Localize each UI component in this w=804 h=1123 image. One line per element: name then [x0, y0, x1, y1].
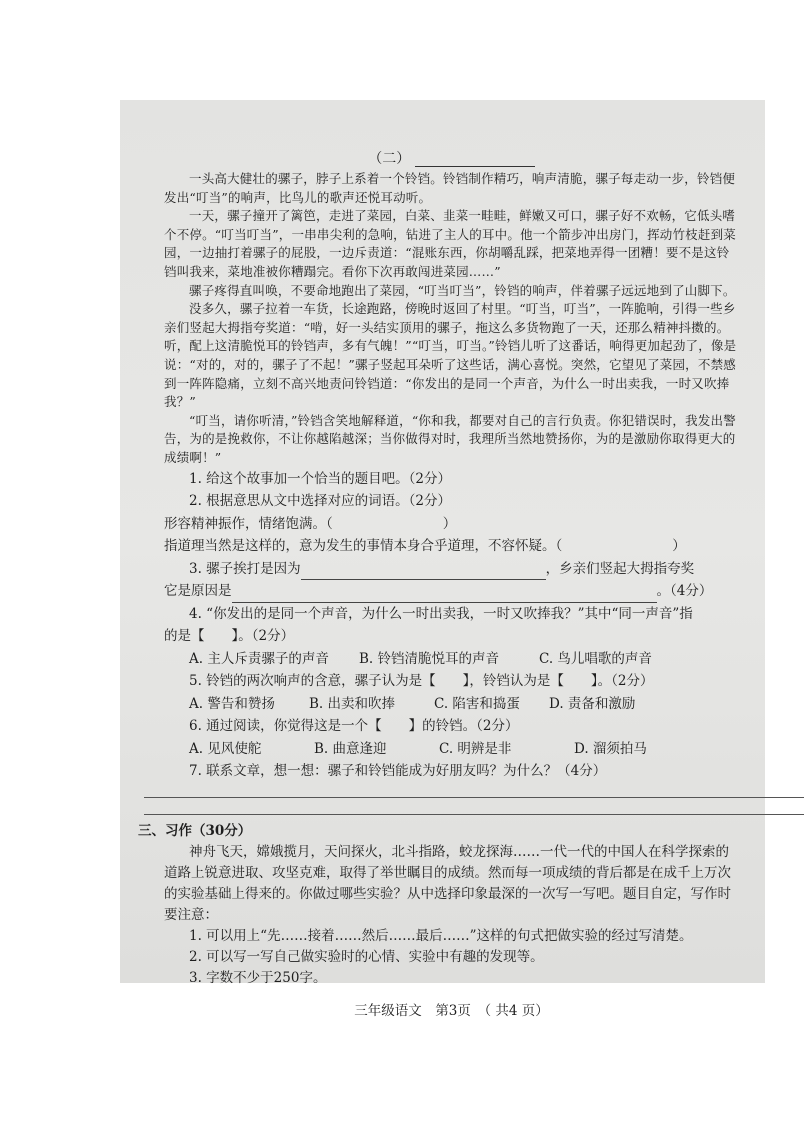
- part3-title: 三、习作（30分）: [138, 822, 252, 839]
- question-2a: [164, 513, 739, 536]
- section-header: [164, 148, 739, 170]
- question-3a-tail: ，乡亲们竖起大拇指夸奖: [545, 560, 695, 577]
- part3-tip: 2. 可以写一写自己做实验时的心情、实验中有趣的发现等。: [189, 948, 544, 965]
- answer-line[interactable]: [144, 797, 804, 798]
- question-2a-close: ）: [442, 515, 457, 532]
- question-3a: [164, 558, 739, 581]
- story-paragraph: “叮当，请你听清，”铃铛含笑地解释道，“你和我，都要对自己的言行负责。你犯错误时，我发出警告，为的是挽救你，不让你越陷越深；当你做得对时，我理所当然地赞扬你，为的是激励你取得更大的成绩啊！”: [164, 412, 736, 465]
- question-2: 2. 根据意思从文中选择对应的词语。（2分）: [189, 493, 452, 509]
- section-number: （二）: [368, 151, 411, 167]
- part3-intro: 神舟飞天，嫦娥揽月，天问探火，北斗指路，蛟龙探海……一代一代的中国人在科学探索的道路上锐意进取、攻坚克难，取得了举世瞩目的成绩。然而每一项成绩的背后都是在成千上万次的实验基础上得来的。你做过哪些实验？从中选择印象最深的一次写一写吧。题目自定，写作时要注意：: [164, 843, 731, 923]
- question-5-options: [164, 693, 739, 716]
- story-paragraph: 骡子疼得直叫唤，不要命地跑出了菜园，“叮当叮当”，铃铛的响声，伴着骡子远远地到了山脚下。: [189, 282, 736, 298]
- option-c[interactable]: C. 明辨是非: [439, 740, 512, 757]
- question-5: 5. 铃铛的两次响声的含意，骡子认为是【 】，铃铛认为是【 】。（2分）: [189, 673, 654, 689]
- option-a[interactable]: A. 主人斥责骡子的声音: [189, 650, 329, 667]
- part3-tip: 1. 可以用上“先……接着……然后……最后……”这样的句式把做实验的经过写清楚。: [189, 927, 693, 944]
- story-paragraph: 一天，骡子撞开了篱笆，走进了菜园，白菜、韭菜一畦畦，鲜嫩又可口，骡子好不欢畅，它低头嗜个不停。“叮当叮当”，一串串尖利的急响，钻进了主人的耳中。他一个箭步冲出房门，挥动竹枝赶到菜园，一边抽打着骡子的屁股，一边斥责道：“混账东西，你胡嚼乱踩，把菜地弄得一团糟！要不是这铃铛叫我来，菜地准被你糟蹋完。看你下次再敢闯进菜园……”: [164, 208, 736, 279]
- option-b[interactable]: B. 出卖和吹捧: [309, 695, 396, 712]
- question-6: 6. 通过阅读，你觉得这是一个【 】的铃铛。（2分）: [189, 718, 519, 734]
- title-blank[interactable]: [415, 152, 535, 167]
- option-a[interactable]: A. 见风使舵: [189, 740, 262, 757]
- page-footer: 三年级语文 第3页 （ 共4 页）: [354, 1002, 549, 1019]
- option-c[interactable]: C. 鸟儿唱歌的声音: [539, 650, 652, 667]
- story-text: [164, 170, 739, 468]
- question-3b-text: 它是原因是: [164, 583, 232, 599]
- question-4a: 4. “你发出的是同一个声音，为什么一时出卖我，一时又吹捧我？”其中“同一声音”指: [189, 605, 693, 622]
- answer-blank[interactable]: [301, 564, 546, 580]
- question-1: 1. 给这个故事加一个恰当的题目吧。（2分）: [189, 470, 452, 487]
- option-a[interactable]: A. 警告和赞扬: [189, 695, 275, 712]
- question-2b-close: ）: [672, 538, 686, 554]
- option-b[interactable]: B. 曲意逢迎: [314, 740, 387, 757]
- answer-line[interactable]: [144, 814, 804, 815]
- question-6-options: [164, 738, 739, 761]
- story-paragraph: 没多久，骡子拉着一车货，长途跑路，傍晚时返回了村里。“叮当，叮当”，一阵脆响，引得一些乡亲们竖起大拇指夸奖道：“啃，好一头结实顶用的骡子，拖这么多货物跑了一天，还那么精神抖擞的。听，配上这清脆悦耳的铃铛声，多有气魄！”“叮当，叮当。”铃铛儿听了这番话，响得更加起劲了，像是说：“对的，对的，骡子了不起！”骡子竖起耳朵听了这些话，满心喜悦。突然，它望见了菜园，不禁感到一阵阵隐痛，立刻不高兴地责问铃铛道：“你发出的是同一个声音，为什么一时出卖我，一时又吹捧我？”: [164, 301, 737, 410]
- question-2a-text: 形容精神振作，情绪饱满。（: [164, 515, 333, 532]
- story-paragraph: 一头高大健壮的骡子，脖子上系着一个铃铛。铃铛制作精巧，响声清脆，骡子每走动一步，铃铛便发出“叮当”的响声，比鸟儿的歌声还悦耳动听。: [164, 171, 736, 205]
- option-d[interactable]: D. 溜须拍马: [574, 740, 647, 757]
- answer-blank[interactable]: [232, 587, 657, 603]
- option-c[interactable]: C. 陷害和捣蛋: [434, 695, 520, 712]
- question-7: 7. 联系文章，想一想：骡子和铃铛能成为好朋友吗？为什么？（4分）: [189, 763, 607, 779]
- question-4-options: [164, 648, 739, 671]
- part3-tip: 3. 字数不少于250字。: [189, 969, 327, 986]
- exam-page: [120, 100, 765, 1019]
- question-2b: [164, 535, 739, 558]
- option-b[interactable]: B. 铃铛清脆悦耳的声音: [359, 650, 500, 667]
- question-4b: 的是【 】。（2分）: [164, 628, 295, 644]
- question-2b-text: 指道理当然是这样的，意为发生的事情本身合乎道理，不容怀疑。（: [164, 538, 563, 554]
- option-d[interactable]: D. 责备和激励: [549, 695, 636, 712]
- question-3b: [164, 580, 739, 603]
- question-3a-text: 3. 骡子挨打是因为: [189, 560, 301, 577]
- question-3b-tail: 。（4分）: [656, 583, 713, 599]
